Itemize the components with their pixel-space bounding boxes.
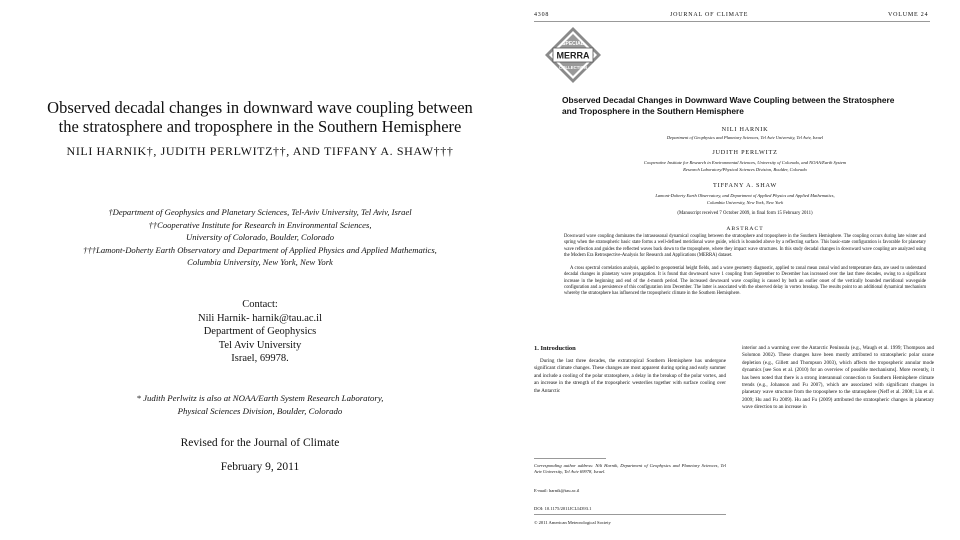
author-affiliation: Department of Geophysics and Planetary Sciences, Tel Aviv University, Tel Aviv, Israel: [666, 135, 824, 140]
affiliation-line: Columbia University, New York, New York: [706, 199, 784, 205]
contact-line: Tel Aviv University: [218, 339, 302, 351]
intro-column-right: interior and a warming over the Antarctic Peninsula (e.g., Waugh et al. 1999; Thompson and Solomon 2002). These changes have been mostly attributed to stratospheric polar ozone depletion (e.g., Gillett and Thompson 2003), which affects the tropospheric annular mode dynamics [see Son et al. (2010) for an overview of possible mechanisms]. More recently, it has been noted that there is a strong interannual connection to Southern Hemisphere climate trends (e.g., Johanson and Fu 2007), which are associated with significant changes in planetary wave structure from the troposphere to the stratosphere (Neff et al. 2008; Lin et al. 2009; Hu and Fu 2009). Hu and Fu (2009) attributed the stratospheric changes in planetary wave direction to an increase in: [742, 345, 934, 411]
affiliation-line: University of Colorado, Boulder, Colorado: [185, 232, 334, 242]
affiliation-line: Lamont-Doherty Earth Observatory, and Department of Applied Physics and Applied Mathematics,: [655, 193, 835, 198]
affiliation-line: ††Cooperative Institute for Research in Environmental Sciences,: [148, 219, 372, 230]
contact-line: Israel, 69978.: [231, 353, 289, 364]
merra-collection-badge: [544, 26, 602, 84]
revised-note: Revised for the Journal of Climate: [180, 437, 340, 449]
footnote-rule: [534, 458, 606, 459]
intro-column-left: During the last three decades, the extratropical Southern Hemisphere has undergone significant climate changes. These changes are most apparent during spring and early summer and include a cooling of the polar stratosphere, a delay in the breakup of the polar vortex, and an increase in the strength of the tropospheric westerlies together with surface cooling over the Antarctic: [534, 358, 726, 394]
contact-line: Department of Geophysics: [203, 326, 317, 337]
badge-bottom-text: COLLECTION: [559, 65, 587, 70]
author-name: TIFFANY A. SHAW: [713, 182, 777, 189]
revision-date: February 9, 2011: [220, 461, 300, 473]
article-title-line: Observed Decadal Changes in Downward Wave Coupling between the Stratosphere: [562, 95, 895, 105]
journal-page: [530, 0, 960, 540]
contact-line: Nili Harnik- harnik@tau.ac.il: [198, 312, 322, 324]
abstract-paragraph-1: Downward wave coupling dominates the intraseasonal dynamical coupling between the stratosphere and troposphere in the Southern Hemisphere. The coupling occurs during late winter and spring when the stratospheric basic state forms a well-defined meridional wave guide, which is bounded above by a reflecting surface. This basic-state configuration is favorable for planetary wave reflection and guides the reflected waves back down to the troposphere, where they impact wave structures. In this study decadal changes in downward wave coupling are analyzed using the Modern Era Retrospective-Analysis for Research and Applications (MERRA) dataset.: [564, 234, 926, 259]
manuscript-footnote: [0, 392, 520, 417]
doi: DOI: 10.1175/2011JCLI4393.1: [534, 506, 592, 511]
doi-rule: [534, 514, 726, 515]
author-name: NILI HARNIK: [721, 126, 769, 133]
article-title: [562, 95, 952, 116]
abstract-heading: ABSTRACT: [726, 226, 764, 232]
volume-label: VOLUME 24: [888, 12, 929, 18]
author-affiliation: [560, 160, 930, 173]
manuscript-affiliations: [0, 206, 520, 269]
manuscript-title-line: Observed decadal changes in downward wave coupling between: [47, 98, 473, 117]
manuscript-authors: NILI HARNIK†, JUDITH PERLWITZ††, AND TIFFANY A. SHAW†††: [66, 144, 454, 158]
corresponding-email: E-mail: harnik@tau.ac.il: [534, 488, 580, 493]
affiliation-line: Cooperative Institute for Research in Environmental Sciences, University of Colorado, and NOAA/Earth System: [643, 160, 847, 165]
footnote-line: * Judith Perlwitz is also at NOAA/Earth System Research Laboratory,: [136, 393, 384, 403]
author-name: JUDITH PERLWITZ: [712, 149, 778, 156]
footnote-line: Physical Sciences Division, Boulder, Colorado: [177, 405, 343, 416]
article-title-line: and Troposphere in the Southern Hemisphere: [562, 105, 744, 116]
header-rule: [534, 21, 930, 22]
abstract-paragraph-2: A cross spectral correlation analysis, applied to geopotential height fields, and a wave geometry diagnostic, applied to zonal mean zonal wind and temperature data, are used to understand decadal changes in planetary wave propagation. It is found that downward wave 1 coupling from September to December has increased over the last three decades, owing to a significant increase in the beginning and end of the 4-month period. The increased downward wave coupling is caused by both an earlier onset of the vertically bounded meridional waveguide configuration and a persistence of this configuration into December. The latter is associated with the observed delay in vortex breakup. The results point to an additional dynamical mechanism whereby the stratosphere has influenced the tropospheric climate in the Southern Hemisphere.: [564, 266, 926, 297]
badge-top-text: SPECIAL: [562, 41, 584, 47]
journal-name: JOURNAL OF CLIMATE: [670, 12, 749, 18]
affiliation-line: Columbia University, New York, New York: [187, 257, 333, 267]
affiliation-line: Research Laboratory/Physical Sciences Division, Boulder, Colorado: [683, 166, 807, 172]
corresponding-address: Corresponding author address: Nili Harnik, Department of Geophysics and Planetary Sciences, Tel Aviv University, Tel Aviv 69978, Israel.: [534, 463, 726, 475]
contact-line: Contact:: [242, 299, 278, 310]
section-heading: 1. Introduction: [534, 345, 576, 352]
badge-main-text: MERRA: [556, 50, 590, 61]
author-affiliation: [560, 193, 930, 206]
affiliation-line: †††Lamont-Doherty Earth Observatory and Department of Applied Physics and Applied Mathematics,: [83, 244, 437, 255]
manuscript-title: [0, 98, 520, 136]
manuscript-contact: [0, 298, 520, 366]
badge-graphic: [544, 26, 602, 84]
affiliation-line: †Department of Geophysics and Planetary Sciences, Tel-Aviv University, Tel Aviv, Israel: [108, 207, 412, 217]
copyright: © 2011 American Meteorological Society: [534, 520, 611, 525]
manuscript-title-line: the stratosphere and troposphere in the Southern Hemisphere: [58, 117, 462, 136]
page-number: 4308: [534, 12, 550, 18]
manuscript-received: (Manuscript received 7 October 2009, in final form 15 February 2011): [677, 211, 813, 216]
